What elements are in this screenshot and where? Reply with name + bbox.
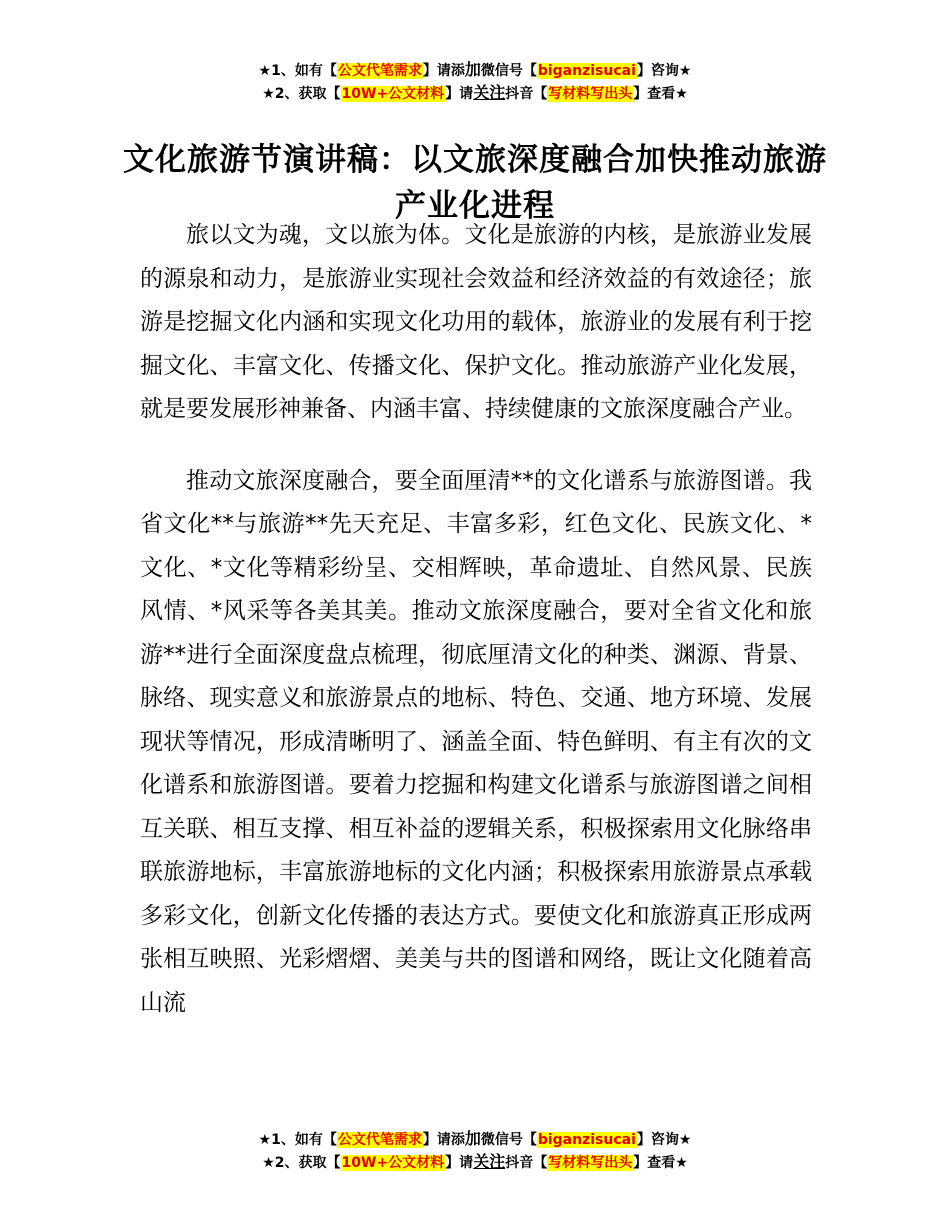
promo-highlight-wechat-id: biganzisucai — [537, 1132, 636, 1148]
promo-line-1 — [0, 1128, 950, 1151]
promo-highlight-service: 公文代笔需求 — [337, 1132, 422, 1148]
promo-emphasis: 加 — [464, 1129, 481, 1148]
document-title: 文化旅游节演讲稿：以文旅深度融合加快推动旅游产业化进程 — [123, 141, 827, 224]
promo-text: 】查看★ — [633, 1155, 688, 1171]
promo-text: 】请添 — [422, 63, 465, 79]
promo-text: 】请添 — [422, 1132, 465, 1148]
promo-highlight-materials: 10W+公文材料 — [341, 86, 445, 102]
body-paragraph-1: 旅以文为魂，文以旅为体。文化是旅游的内核，是旅游业发展的源泉和动力，是旅游业实现社会效益和经济效益的有效途径；旅游是挖掘文化内涵和实现文化功用的载体，旅游业的发展有利于挖掘文化、丰富文化、传播文化、保护文化。推动旅游产业化发展，就是要发展形神兼备、内涵丰富、持续健康的文旅深度融合产业。 — [140, 222, 812, 422]
promo-text: ★2、获取【 — [262, 86, 341, 102]
document-body — [140, 214, 812, 1025]
body-paragraph-2: 推动文旅深度融合，要全面厘清**的文化谱系与旅游图谱。我省文化**与旅游**先天充足、丰富多彩，红色文化、民族文化、*文化、*文化等精彩纷呈、交相辉映，革命遗址、自然风景、民族风情、*风采等各美其美。推动文旅深度融合，要对全省文化和旅游**进行全面深度盘点梳理，彻底厘清文化的种类、渊源、背景、脉络、现实意义和旅游景点的地标、特色、交通、地方环境、发展现状等情况，形成清晰明了、涵盖全面、特色鲜明、有主有次的文化谱系和旅游图谱。要着力挖掘和构建文化谱系与旅游图谱之间相互关联、相互支撑、相互补益的逻辑关系，积极探索用文化脉络串联旅游地标，丰富旅游地标的文化内涵；积极探索用旅游景点承载多彩文化，创新文化传播的表达方式。要使文化和旅游真正形成两张相互映照、光彩熠熠、美美与共的图谱和网络，既让文化随着高山流 — [140, 467, 812, 1016]
promo-text: 】咨询★ — [636, 63, 692, 79]
promo-highlight-douyin: 写材料写出头 — [548, 1155, 633, 1171]
promo-emphasis: 关注 — [473, 83, 506, 102]
promo-text: ★1、如有【 — [258, 1132, 337, 1148]
promo-text: 】查看★ — [633, 86, 688, 102]
promo-highlight-materials: 10W+公文材料 — [341, 1155, 445, 1171]
promo-text: 】咨询★ — [636, 1132, 692, 1148]
promo-text: 抖音【 — [505, 1155, 548, 1171]
promo-highlight-wechat-id: biganzisucai — [537, 63, 636, 79]
promo-emphasis: 加 — [464, 60, 481, 79]
promo-text: 】请 — [445, 1155, 474, 1171]
promo-line-2 — [0, 1151, 950, 1174]
promo-highlight-douyin: 写材料写出头 — [548, 86, 633, 102]
promo-line-2 — [0, 82, 950, 105]
promo-text: 微信号【 — [480, 63, 537, 79]
promo-highlight-service: 公文代笔需求 — [337, 63, 422, 79]
promo-banner-top — [0, 59, 950, 105]
promo-text: 】请 — [445, 86, 474, 102]
promo-line-1 — [0, 59, 950, 82]
promo-text: 微信号【 — [480, 1132, 537, 1148]
promo-text: ★2、获取【 — [262, 1155, 341, 1171]
promo-text: ★1、如有【 — [258, 63, 337, 79]
promo-text: 抖音【 — [505, 86, 548, 102]
promo-emphasis: 关注 — [473, 1152, 506, 1171]
promo-banner-bottom — [0, 1128, 950, 1174]
